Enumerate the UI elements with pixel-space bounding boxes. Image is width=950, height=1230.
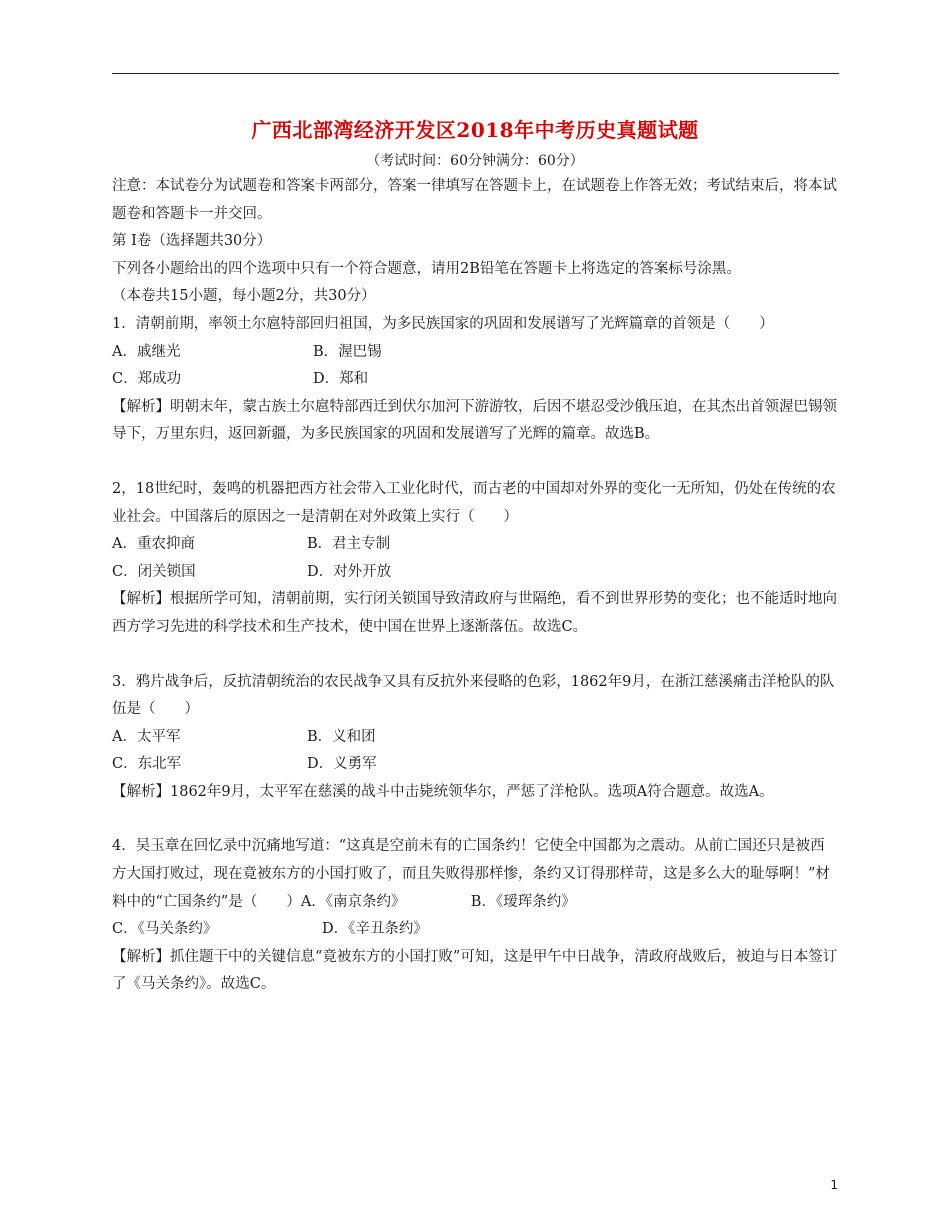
exam-time-note: （考试时间：60分钟满分：60分） (366, 153, 584, 169)
page-number: 1 (830, 1178, 838, 1192)
page-title: 广西北部湾经济开发区2018年中考历史真题试题 (251, 118, 699, 142)
option-d: D．《辛丑条约》 (322, 921, 428, 938)
option-row (112, 531, 839, 559)
option-d: D．郑和 (313, 371, 369, 388)
spacer (112, 642, 839, 669)
scope-text: （本卷共15小题，每小题2分，共30分） (112, 288, 376, 305)
spacer (112, 806, 839, 833)
option-row (112, 724, 839, 752)
question-stem: 4．吴玉章在回忆录中沉痛地写道：“这真是空前未有的亡国条约！它使全中国都为之震动。从前亡国还只是被西方大国打败过，现在竟被东方的小国打败了，而且失败得那样惨，条约又订得那样苛，这是多么大的耻辱啊！”材料中的“亡国条约”是（ ）A．《南京条约》 B．《瑷珲条约》 (112, 838, 830, 910)
option-b: B．君主专制 (307, 536, 391, 553)
option-c: C．东北军 (112, 756, 182, 773)
header-rule (112, 73, 839, 74)
option-d: D．对外开放 (307, 563, 392, 580)
option-row (112, 339, 839, 367)
option-d: D．义勇军 (307, 756, 377, 773)
spacer (112, 449, 839, 476)
option-row (112, 916, 839, 944)
option-c: C．郑成功 (112, 371, 182, 388)
analysis-text: 【解析】明朝末年，蒙古族土尔扈特部西迁到伏尔加河下游游牧，后因不堪忍受沙俄压迫，在其杰出首领渥巴锡领导下，万里东归，返回新疆，为多民族国家的巩固和发展谱写了光辉的篇章。故选B。 (112, 398, 837, 443)
option-c: C．《马关条约》 (112, 921, 218, 938)
analysis-text: 【解析】1862年9月，太平军在慈溪的战斗中击毙统领华尔，严惩了洋枪队。选项A符合题意。故选A。 (112, 783, 774, 800)
question-stem: 3．鸦片战争后，反抗清朝统治的农民战争又具有反抗外来侵略的色彩，1862年9月，在浙江慈溪痛击洋枪队的队伍是（ ） (112, 673, 835, 718)
instruction-text: 下列各小题给出的四个选项中只有一个符合题意，请用2B铅笔在答题卡上将选定的答案标号涂黑。 (112, 260, 741, 277)
option-row (112, 366, 839, 394)
section-heading: 第 Ⅰ卷（选择题共30分） (112, 233, 272, 250)
document-body (112, 173, 839, 999)
option-a: A．太平军 (112, 728, 181, 745)
analysis-text: 【解析】根据所学可知，清朝前期，实行闭关锁国导致清政府与世隔绝，看不到世界形势的变化；也不能适时地向西方学习先进的科学技术和生产技术，使中国在世界上逐渐落伍。故选C。 (112, 591, 837, 635)
option-c: C．闭关锁国 (112, 563, 196, 580)
notice-text: 注意：本试卷分为试题卷和答案卡两部分，答案一律填写在答题卡上，在试题卷上作答无效；考试结束后，将本试题卷和答题卡一并交回。 (112, 178, 837, 222)
analysis-text: 【解析】抓住题干中的关键信息“竟被东方的小国打败”可知，这是甲午中日战争，清政府战败后，被迫与日本签订了《马关条约》。故选C。 (112, 948, 838, 993)
option-row (112, 751, 839, 779)
option-a: A．戚继光 (112, 343, 181, 360)
question-stem: 1．清朝前期，率领土尔扈特部回归祖国，为多民族国家的巩固和发展谱写了光辉篇章的首领是（ ） (112, 315, 774, 332)
option-a: A．重农抑商 (112, 536, 195, 553)
question-stem: 2，18世纪时，轰鸣的机器把西方社会带入工业化时代，而古老的中国却对外界的变化一无所知，仍处在传统的农业社会。中国落后的原因之一是清朝在对外政策上实行（ ） (112, 480, 836, 525)
option-b: B．渥巴锡 (313, 343, 382, 360)
option-b: B．义和团 (307, 728, 376, 745)
option-row (112, 559, 839, 587)
